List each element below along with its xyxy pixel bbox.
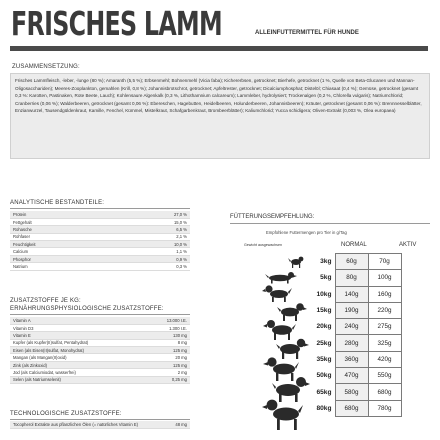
- dog-icon-large-a: [263, 357, 299, 381]
- row-value: 1.300 I.E.: [150, 324, 190, 331]
- feeding-normal: 280g: [335, 335, 368, 351]
- feeding-normal: 580g: [335, 384, 368, 400]
- additives-table: [10, 317, 190, 384]
- composition-label: ZUSAMMENSETZUNG:: [12, 64, 80, 70]
- table-row: [10, 376, 190, 383]
- feeding-col-aktiv: AKTIV: [399, 242, 417, 248]
- feeding-weight: 80kg: [305, 400, 335, 416]
- table-row: [10, 233, 190, 240]
- row-label: Fettgehalt: [10, 218, 150, 225]
- feeding-row: [305, 254, 401, 270]
- feeding-aktiv: 780g: [368, 400, 401, 416]
- table-row: [10, 354, 190, 361]
- feeding-normal: 240g: [335, 319, 368, 335]
- table-row: [10, 324, 190, 331]
- feeding-aktiv: 680g: [368, 384, 401, 400]
- row-label: Phosphor: [10, 255, 150, 262]
- row-value: 6,5 %: [150, 226, 190, 233]
- feeding-row: [305, 351, 401, 367]
- feeding-weight: 35kg: [305, 351, 335, 367]
- feeding-normal: 140g: [335, 286, 368, 302]
- table-row: [10, 339, 190, 346]
- row-label: Natrium: [10, 263, 150, 270]
- row-label: Mangan (als Mangan(II)oxid): [10, 354, 150, 361]
- feeding-aktiv: 325g: [368, 335, 401, 351]
- additives-label: ZUSATZSTOFFE JE KG:: [10, 298, 81, 304]
- row-label: Eisen (als Eisen(II)sulfat, Monohydrat): [10, 347, 150, 354]
- table-row: [10, 211, 190, 218]
- row-value: 2 mg: [150, 369, 190, 376]
- dog-icon-xl: [262, 400, 303, 430]
- feeding-aktiv: 550g: [368, 368, 401, 384]
- feeding-weight: 25kg: [305, 335, 335, 351]
- row-label: Vitamin E: [10, 332, 150, 339]
- row-value: 0,9 %: [150, 255, 190, 262]
- table-row: [10, 369, 190, 376]
- feeding-weight: 5kg: [305, 270, 335, 286]
- row-value: 1,1 %: [150, 248, 190, 255]
- row-value: 48 mg: [150, 421, 190, 428]
- feeding-normal: 60g: [335, 254, 368, 270]
- feeding-normal: 190g: [335, 302, 368, 318]
- table-row: [10, 226, 190, 233]
- feeding-aktiv: 220g: [368, 302, 401, 318]
- feeding-row: [305, 384, 401, 400]
- composition-text: Frisches Lammfleisch, -leber, -lunge (80 %); Amaranth (5,5 %); Erbsenmehl; Bohnenmehl (Vicia faba); Kichererbsen, getrocknet; Bierhefe, getrocknet (1 %, Quelle von Beta-Glucanen und Mannan-Oligosacchariden); Meeres-Zooplankton, gemahlen (Krill, 0,8 %); Johannisbrotschrot, getrocknet; Apfeltrester, getrocknet; Dicalciumphosphat; Distelöl; Chiasaat (0,4 %); Gemüse, getrocknet (gesamt 0,3 %: Karotten, Pastinaken, Rote Beete, Lauch); Kohlensaure Algenkalk (0,3 %, Lithothamnium calcareum); Lammleber, hydrolysiert; Trockenalgen (0,2 %, Chlorella vulgaris); Natriumchlorid; Cranberries (0,06 %); Walderbeeren, getrocknet (gesamt 0,06 %): Ebereschen, Hagebutten, Heidelbeeren, Holunderbeeren, Johannisbeeren); Kräuter, getrocknet (gesamt 0,06 %): Brennnesselblätter, Enzianwurzel, Tausendgüldenkraut, Kamille, Fenchel, Kümmel, Mistelkraut, Schafgarbenkraut, Brombeerblätter); Kaliumchlorid; Yucca schidigera; Oliven-Extrakt (0,003 %, Olea europaea): [10, 73, 430, 159]
- row-value: 0,25 mg: [150, 376, 190, 383]
- feeding-label: FÜTTERUNGSEMPFEHLUNG:: [230, 214, 315, 220]
- analytical-table: [10, 211, 190, 271]
- feeding-row: [305, 400, 401, 416]
- feeding-row: [305, 286, 401, 302]
- row-label: Feuchtigkeit: [10, 241, 150, 248]
- feeding-normal: 470g: [335, 368, 368, 384]
- feeding-row: [305, 368, 401, 384]
- additives-divider: [10, 314, 190, 315]
- feeding-aktiv: 70g: [368, 254, 401, 270]
- page-subtitle: ALLEINFUTTERMITTEL FÜR HUNDE: [255, 30, 359, 36]
- feeding-normal: 680g: [335, 400, 368, 416]
- row-label: Tocopherol Extrakte aus pflanzlichen Ölen (= natürliches Vitamin E): [10, 421, 150, 428]
- feeding-row: [305, 319, 401, 335]
- tech-additives-label: TECHNOLOGISCHE ZUSATZSTOFFE:: [10, 411, 122, 417]
- header-rule: [10, 46, 428, 51]
- row-label: Rohfaser: [10, 233, 150, 240]
- feeding-aktiv: 420g: [368, 351, 401, 367]
- additives-sublabel: ERNÄHRUNGSPHYSIOLOGISCHE ZUSATZSTOFFE:: [10, 306, 164, 312]
- row-label: Vitamin A: [10, 317, 150, 324]
- row-value: 27,0 %: [150, 211, 190, 218]
- feeding-weight: 65kg: [305, 384, 335, 400]
- row-value: 125 mg: [150, 361, 190, 368]
- feeding-note: Empfohlene Futtermengen pro Tier in g/Tag: [266, 230, 347, 235]
- table-row: [10, 241, 190, 248]
- table-row: [10, 347, 190, 354]
- row-value: 13.000 I.E.: [150, 317, 190, 324]
- row-label: Kupfer (als Kupfer(II)sulfat, Pentahydrat): [10, 339, 150, 346]
- dog-icon-dachshund: [265, 272, 297, 284]
- tech-additives-table: [10, 421, 190, 429]
- analytical-divider: [10, 208, 190, 209]
- row-value: 15,0 %: [150, 218, 190, 225]
- table-row: [10, 248, 190, 255]
- feeding-aktiv: 275g: [368, 319, 401, 335]
- table-row: [10, 263, 190, 270]
- row-value: 125 mg: [150, 347, 190, 354]
- table-row: [10, 332, 190, 339]
- feeding-weight: 10kg: [305, 286, 335, 302]
- table-row: [10, 421, 190, 428]
- row-label: Selen (als Natriumselenit): [10, 376, 150, 383]
- row-label: Vitamin D3: [10, 324, 150, 331]
- row-value: 130 mg: [150, 332, 190, 339]
- tech-additives-divider: [10, 419, 190, 420]
- row-label: Calcium: [10, 248, 150, 255]
- row-label: Rohasche: [10, 226, 150, 233]
- feeding-row: [305, 270, 401, 286]
- page-title: FRISCHES LAMM: [11, 4, 222, 43]
- feeding-divider: [230, 223, 430, 224]
- feeding-weight: 20kg: [305, 319, 335, 335]
- row-label: Jod (als Calciumiodat, wasserfrei): [10, 369, 150, 376]
- feeding-weight: 3kg: [305, 254, 335, 270]
- dog-icon-medium-b: [263, 320, 296, 340]
- row-value: 8 mg: [150, 339, 190, 346]
- analytical-label: ANALYTISCHE BESTANDTEILE:: [10, 200, 105, 206]
- feeding-col-weight: Gewicht ausgewachsen: [244, 243, 282, 247]
- feeding-aktiv: 160g: [368, 286, 401, 302]
- feeding-normal: 80g: [335, 270, 368, 286]
- feeding-row: [305, 335, 401, 351]
- feeding-row: [305, 302, 401, 318]
- table-row: [10, 317, 190, 324]
- dog-icon-medium-a: [277, 303, 307, 321]
- feeding-weight: 50kg: [305, 368, 335, 384]
- feeding-weight: 15kg: [305, 302, 335, 318]
- dog-icon-xs: [288, 257, 303, 268]
- feeding-normal: 360g: [335, 351, 368, 367]
- table-row: [10, 361, 190, 368]
- row-label: Zink (als Zinkoxid): [10, 361, 150, 368]
- row-label: Protein: [10, 211, 150, 218]
- feeding-table: [305, 253, 402, 417]
- row-value: 0,3 %: [150, 263, 190, 270]
- dog-icon-small: [262, 285, 292, 302]
- row-value: 10,0 %: [150, 241, 190, 248]
- row-value: 2,1 %: [150, 233, 190, 240]
- table-row: [10, 218, 190, 225]
- feeding-col-normal: NORMAL: [341, 242, 367, 248]
- feeding-aktiv: 100g: [368, 270, 401, 286]
- table-row: [10, 255, 190, 262]
- row-value: 20 mg: [150, 354, 190, 361]
